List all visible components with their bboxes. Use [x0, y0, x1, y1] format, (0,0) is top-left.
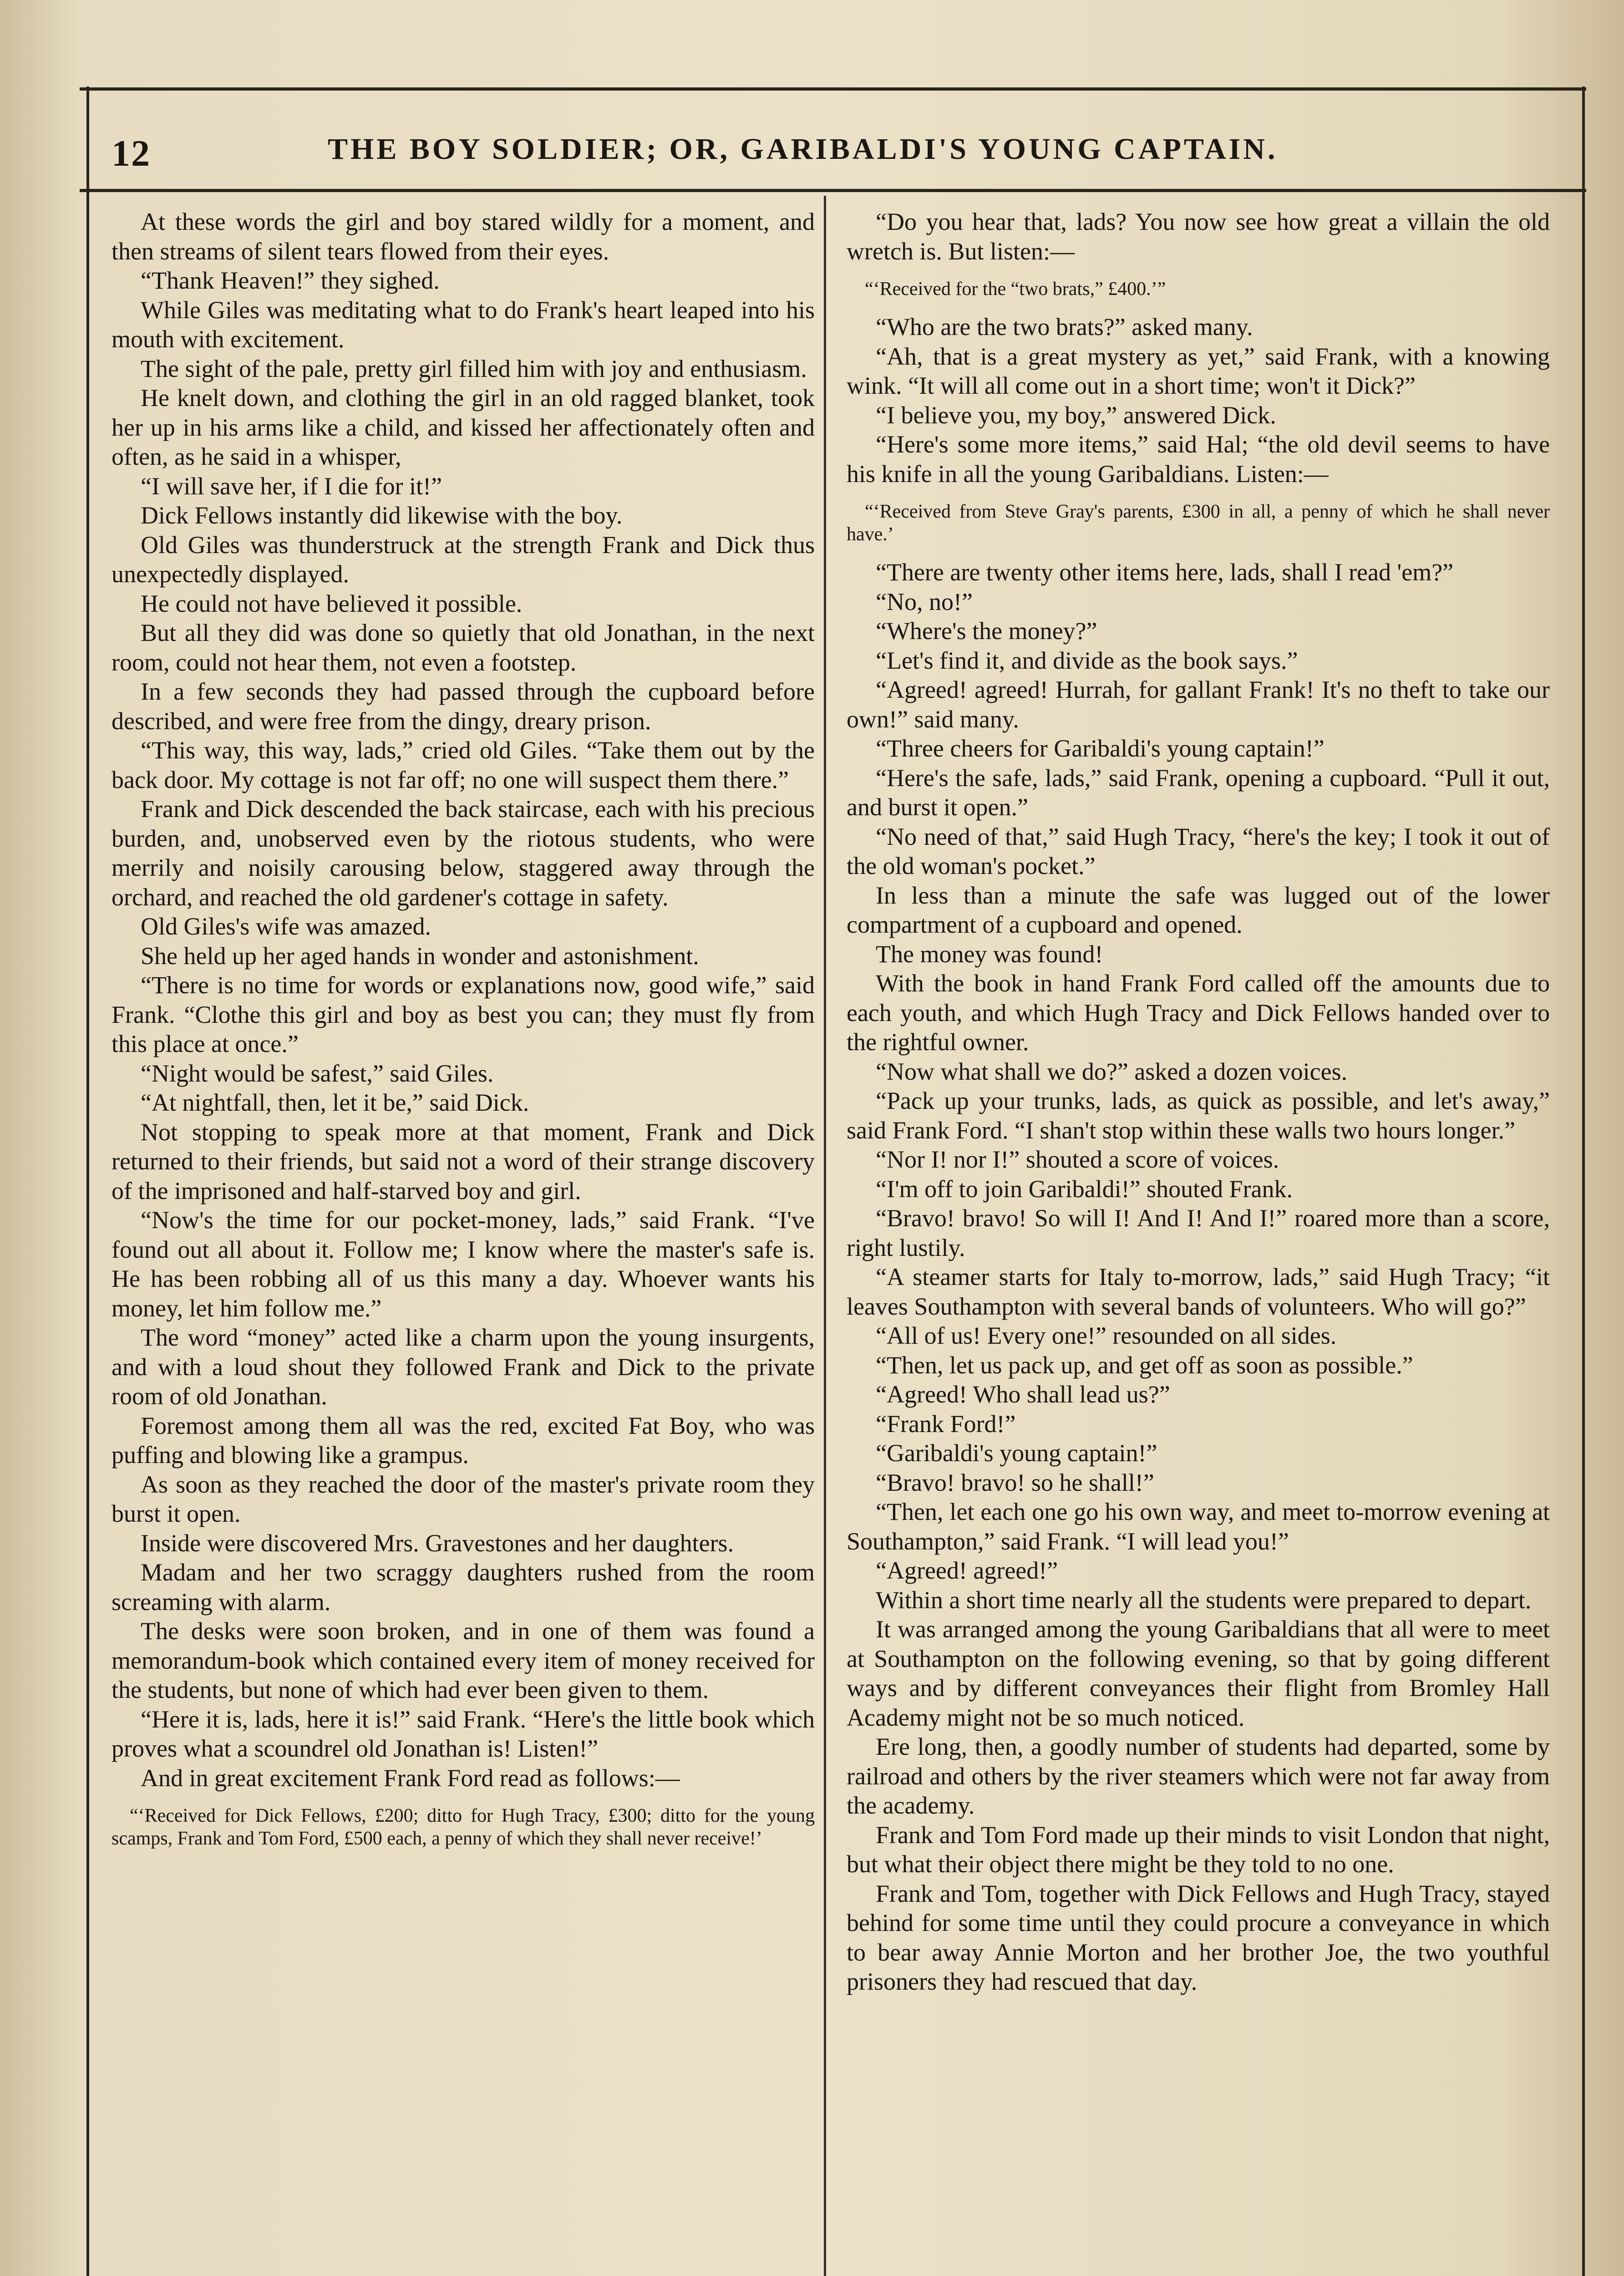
left-column [112, 207, 815, 1862]
paragraph: Within a short time nearly all the students were prepared to depart. [876, 1586, 1532, 1614]
paragraph: “Nor I! nor I!” shouted a score of voices. [876, 1146, 1279, 1173]
paragraph: Frank and Dick descended the back staircase, each with his precious burden, and, unobserved even by the riotous students, who were merrily and noisily carousing below, staggered away through the orchard, and reached the old gardener's cottage in safety. [112, 795, 815, 911]
paragraph: “Do you hear that, lads? You now see how great a villain the old wretch is. But listen:— [847, 208, 1550, 265]
paragraph: The desks were soon broken, and in one of them was found a memorandum-book which contained every item of money received for the students, but none of which had ever been given to them. [112, 1617, 815, 1703]
paragraph: At these words the girl and boy stared wildly for a moment, and then streams of silent tears flowed from their eyes. [112, 208, 815, 265]
paragraph: “No, no!” [876, 588, 973, 615]
paragraph: “Who are the two brats?” asked many. [876, 313, 1253, 340]
paragraph: Frank and Tom, together with Dick Fellows and Hugh Tracy, stayed behind for some time until they could procure a conveyance in which to bear away Annie Morton and her brother Joe, the two youthful prisoners they had rescued that day. [847, 1880, 1550, 1995]
paragraph: Not stopping to speak more at that moment, Frank and Dick returned to their friends, but said not a word of their strange discovery of the imprisoned and half-starved boy and girl. [112, 1118, 815, 1204]
paragraph: “Here's the safe, lads,” said Frank, opening a cupboard. “Pull it out, and burst it open.” [847, 764, 1550, 821]
paragraph: “This way, this way, lads,” cried old Giles. “Take them out by the back door. My cottage is not far off; no one will suspect them there.” [112, 737, 815, 793]
paragraph: And in great excitement Frank Ford read as follows:— [141, 1764, 680, 1792]
paragraph: Ere long, then, a goodly number of students had departed, some by railroad and others by the river steamers which were not far away from the academy. [847, 1733, 1550, 1819]
paragraph: “Now what shall we do?” asked a dozen voices. [876, 1057, 1348, 1085]
paragraph: It was arranged among the young Garibaldians that all were to meet at Southampton on the following evening, so that by going different ways and by different conveyances their flight from Bromley Hall Academy might not be so much noticed. [847, 1616, 1550, 1731]
paragraph: Dick Fellows instantly did likewise with the boy. [141, 502, 623, 529]
paragraph: “There is no time for words or explanations now, good wife,” said Frank. “Clothe this girl and boy as best you can; they must fly from this place at once.” [112, 971, 815, 1057]
paragraph: Old Giles was thunderstruck at the strength Frank and Dick thus unexpectedly displayed. [112, 531, 815, 588]
paragraph: The sight of the pale, pretty girl filled him with joy and enthusiasm. [141, 355, 807, 382]
paragraph: “I will save her, if I die for it!” [141, 472, 442, 500]
paragraph: “Three cheers for Garibaldi's young captain!” [876, 735, 1325, 762]
paragraph: “Here it is, lads, here it is!” said Frank. “Here's the little book which proves what a scoundrel old Jonathan is! Listen!” [112, 1705, 815, 1762]
paragraph: “Here's some more items,” said Hal; “the old devil seems to have his knife in all the young Garibaldians. Listen:— [847, 431, 1550, 488]
paragraph: “Now's the time for our pocket-money, lads,” said Frank. “I've found out all about it. Follow me; I know where the master's safe is. He has been robbing all of us this many a day. Whoever wants his money, let him follow me.” [112, 1206, 815, 1322]
paragraph: Frank and Tom Ford made up their minds to visit London that night, but what their object there might be they told to no one. [847, 1821, 1550, 1878]
paragraph: “Pack up your trunks, lads, as quick as possible, and let's away,” said Frank Ford. “I shan't stop within these walls two hours longer.” [847, 1087, 1550, 1144]
paragraph: As soon as they reached the door of the master's private room they burst it open. [112, 1470, 815, 1527]
paragraph: “Night would be safest,” said Giles. [141, 1059, 494, 1087]
paragraph: “Agreed! agreed! Hurrah, for gallant Frank! It's no theft to take our own!” said many. [847, 676, 1550, 733]
paragraph: He could not have believed it possible. [141, 589, 523, 617]
paragraph: Inside were discovered Mrs. Gravestones and her daughters. [141, 1529, 734, 1557]
paragraph: “Bravo! bravo! So will I! And I! And I!” roared more than a score, right lustily. [847, 1204, 1550, 1261]
paragraph: “I believe you, my boy,” answered Dick. [876, 401, 1276, 429]
paragraph: “Thank Heaven!” they sighed. [141, 267, 440, 294]
ledger-quote: “‘Received for the “two brats,” £400.’” [865, 279, 1166, 300]
paragraph: The money was found! [876, 940, 1103, 968]
paragraph: “I'm off to join Garibaldi!” shouted Frank. [876, 1175, 1293, 1203]
paragraph: “Then, let us pack up, and get off as soon as possible.” [876, 1351, 1413, 1379]
paragraph: In a few seconds they had passed through the cupboard before described, and were free from the dingy, dreary prison. [112, 678, 815, 735]
paragraph: “Agreed! agreed!” [876, 1557, 1058, 1584]
paragraph: He knelt down, and clothing the girl in an old ragged blanket, took her up in his arms like a child, and kissed her affectionately often and often, as he said in a whisper, [112, 384, 815, 470]
paragraph: “Bravo! bravo! so he shall!” [876, 1468, 1154, 1496]
paragraph: “At nightfall, then, let it be,” said Dick. [141, 1089, 529, 1116]
ledger-quote: “‘Received for Dick Fellows, £200; ditto for Hugh Tracy, £300; ditto for the young scamps, Frank and Tom Ford, £500 each, a penny of which they shall never receive!’ [112, 1805, 815, 1849]
column-divider [824, 196, 826, 2276]
ledger-quote: “‘Received from Steve Gray's parents, £300 in all, a penny of which he shall never have.’ [847, 501, 1550, 545]
paragraph: She held up her aged hands in wonder and astonishment. [141, 942, 699, 970]
paragraph: “Then, let each one go his own way, and meet to-morrow evening at Southampton,” said Frank. “I will lead you!” [847, 1498, 1550, 1555]
paragraph: But all they did was done so quietly that old Jonathan, in the next room, could not hear them, not even a footstep. [112, 619, 815, 676]
paragraph: “All of us! Every one!” resounded on all sides. [876, 1322, 1337, 1349]
page-number: 12 [112, 132, 151, 174]
paragraph: With the book in hand Frank Ford called off the amounts due to each youth, and which Hugh Tracy and Dick Fellows handed over to the rightful owner. [847, 970, 1550, 1056]
paragraph: “Where's the money?” [876, 617, 1097, 645]
paragraph: Madam and her two scraggy daughters rushed from the room screaming with alarm. [112, 1559, 815, 1616]
paragraph: In less than a minute the safe was lugged out of the lower compartment of a cupboard and opened. [847, 881, 1550, 938]
paragraph: “No need of that,” said Hugh Tracy, “here's the key; I took it out of the old woman's pocket.” [847, 823, 1550, 879]
running-title: THE BOY SOLDIER; OR, GARIBALDI'S YOUNG CAPTAIN. [328, 132, 1278, 166]
paragraph: “Ah, that is a great mystery as yet,” said Frank, with a knowing wink. “It will all come out in a short time; won't it Dick?” [847, 342, 1550, 399]
header-rule [80, 189, 1586, 192]
paragraph: “There are twenty other items here, lads, shall I read 'em?” [876, 559, 1454, 586]
paragraph: The word “money” acted like a charm upon the young insurgents, and with a loud shout they followed Frank and Dick to the private room of old Jonathan. [112, 1324, 815, 1410]
paragraph: “Let's find it, and divide as the book says.” [876, 646, 1298, 674]
paragraph: “Garibaldi's young captain!” [876, 1439, 1157, 1467]
paragraph: “Frank Ford!” [876, 1410, 1016, 1438]
paragraph: “A steamer starts for Italy to-morrow, lads,” said Hugh Tracy; “it leaves Southampton with several bands of volunteers. Who will go?” [847, 1263, 1550, 1320]
paragraph: Old Giles's wife was amazed. [141, 913, 431, 940]
paragraph: While Giles was meditating what to do Frank's heart leaped into his mouth with excitement. [112, 296, 815, 353]
paragraph: “Agreed! Who shall lead us?” [876, 1381, 1170, 1408]
right-column [847, 207, 1550, 1997]
paragraph: Foremost among them all was the red, excited Fat Boy, who was puffing and blowing like a grampus. [112, 1412, 815, 1468]
